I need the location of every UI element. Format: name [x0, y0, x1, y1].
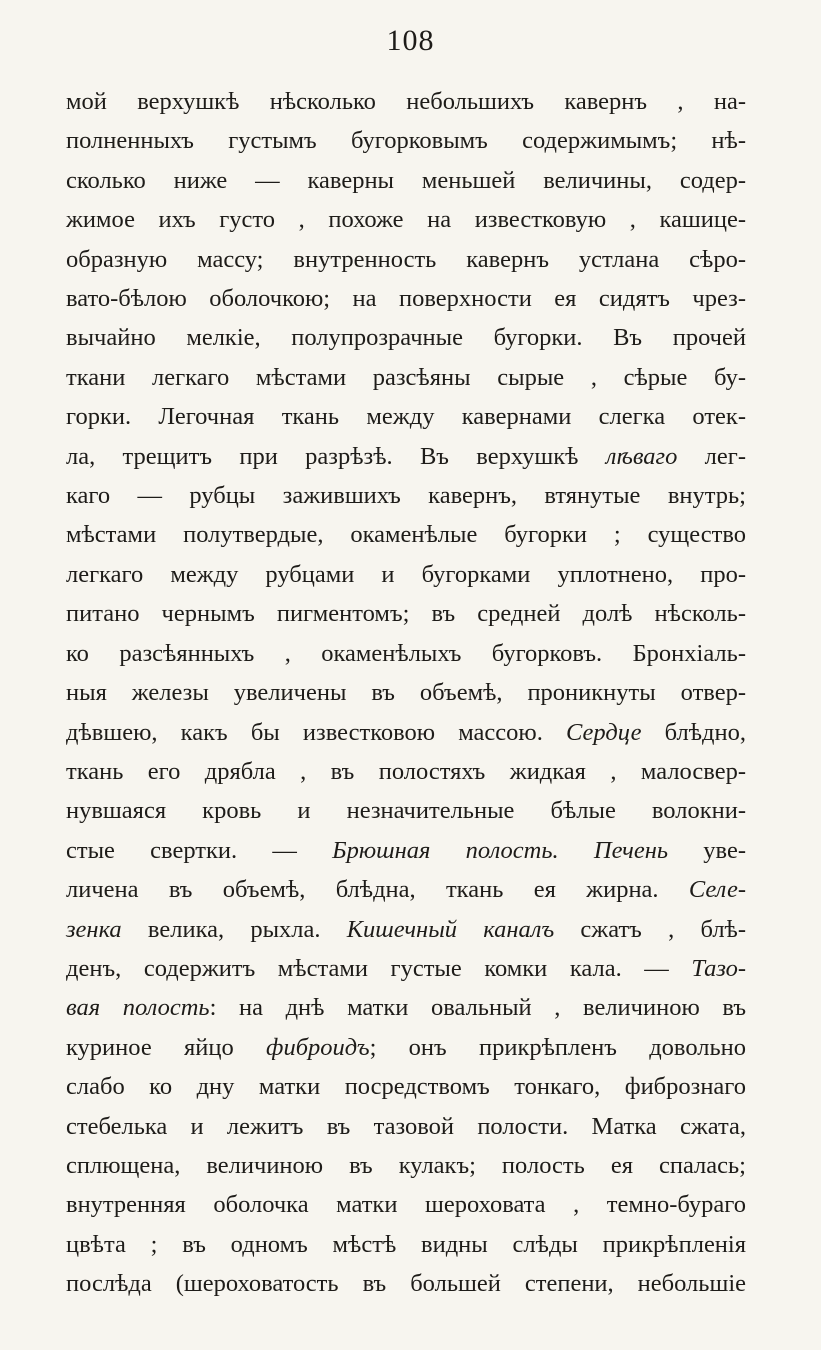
text-line: жимое ихъ густо , похоже на известковую , кашице-: [66, 206, 746, 234]
text-line: куриное яйцо фиброидъ; онъ прикрѣпленъ довольно: [66, 1033, 747, 1061]
text-line: нувшаяся кровь и незначительные бѣлые волокни-: [66, 797, 746, 825]
italic-term: зенка: [66, 915, 122, 943]
text-line: дѣвшею, какъ бы известковою массою. Сердце блѣдно,: [66, 718, 746, 746]
text-line: стебелька и лежитъ въ тазовой полости. Матка сжата,: [66, 1112, 746, 1140]
text-line: зенка велика, рыхла. Кишечный каналъ сжатъ , блѣ-: [66, 915, 747, 943]
text-line: мой верхушкѣ нѣсколько небольшихъ кавернъ , на-: [66, 88, 746, 115]
text-line: питано чернымъ пигментомъ; въ средней долѣ нѣсколь-: [66, 600, 746, 628]
italic-term: Тазо-: [691, 954, 746, 982]
text-line: каго — рубцы зажившихъ кавернъ, втянутые внутрь;: [66, 482, 746, 510]
page-number: 108: [386, 24, 435, 57]
italic-term: Сердце: [566, 718, 642, 746]
text-line: мѣстами полутвердые, окаменѣлые бугорки ; существо: [66, 521, 746, 549]
italic-term: Селе-: [688, 876, 746, 904]
text-line: вая полость: на днѣ матки овальный , величиною въ: [66, 994, 746, 1022]
italic-term: фиброидъ: [266, 1033, 370, 1061]
text-line: полненныхъ густымъ бугорковымъ содержимымъ; нѣ-: [66, 127, 746, 155]
body-text: [66, 82, 746, 1304]
text-line: ла, трещитъ при разрѣзѣ. Въ верхушкѣ лѣваго лег-: [66, 442, 746, 470]
italic-term: лѣваго: [605, 442, 678, 470]
text-line: личена въ объемѣ, блѣдна, ткань ея жирна. Селе-: [66, 876, 746, 904]
italic-term: Кишечный каналъ: [346, 915, 555, 943]
text-line: денъ, содержитъ мѣстами густые комки кала. — Тазо-: [66, 954, 746, 982]
text-line: сплющена, величиною въ кулакъ; полость ея спалась;: [66, 1151, 746, 1179]
italic-term: Брюшная полость. Печень: [332, 836, 669, 864]
text-line: вато-бѣлою оболочкою; на поверхности ея сидятъ чрез-: [66, 285, 746, 313]
text-line: ткань его дрябла , въ полостяхъ жидкая , малосвер-: [66, 757, 746, 785]
text-line: горки. Легочная ткань между кавернами слегка отек-: [66, 403, 746, 431]
text-line: ныя железы увеличены въ объемѣ, проникнуты отвер-: [66, 679, 746, 707]
text-line: внутренняя оболочка матки шероховата , темно-бураго: [66, 1191, 746, 1219]
text-line: сколько ниже — каверны меньшей величины, содер-: [66, 166, 746, 194]
text-line: послѣда (шероховатость въ большей степени, небольшіе: [66, 1270, 746, 1298]
text-line: ко разсѣянныхъ , окаменѣлыхъ бугорковъ. Бронхіаль-: [66, 639, 746, 667]
text-line: образную массу; внутренность кавернъ устлана сѣро-: [66, 245, 746, 273]
text-line: легкаго между рубцами и бугорками уплотнено, про-: [66, 560, 746, 588]
italic-term: вая полость: [66, 994, 210, 1022]
text-line: цвѣта ; въ одномъ мѣстѣ видны слѣды прикрѣпленія: [66, 1230, 746, 1258]
text-line: стые свертки. — Брюшная полость. Печень уве-: [66, 836, 746, 864]
text-line: вычайно мелкіе, полупрозрачные бугорки. Въ прочей: [66, 324, 746, 352]
text-line: ткани легкаго мѣстами разсѣяны сырые , сѣрые бу-: [66, 363, 746, 391]
text-line: слабо ко дну матки посредствомъ тонкаго, фибрознаго: [66, 1073, 746, 1101]
